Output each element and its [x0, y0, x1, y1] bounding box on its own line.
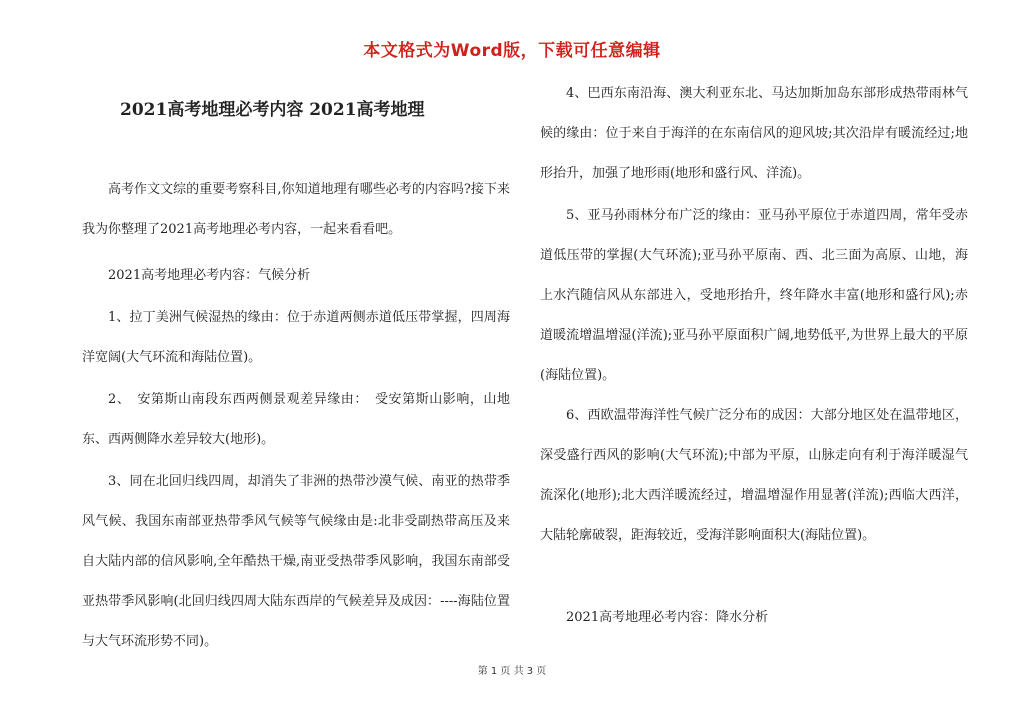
paragraph-3: 3、同在北回归线四周，却消失了非洲的热带沙漠气候、南亚的热带季风气候、我国东南部亚热带季风气候等气候缘由是:北非受副热带高压及来自大陆内部的信风影响,全年酷热干燥,南亚受热带季风影响，我国东南部受亚热带季风影响(北回归线四周大陆东西岸的气候差异及成因：----海陆位置与大气环流形势不同)。: [82, 474, 510, 649]
paragraph-1: 1、拉丁美洲气候湿热的缘由：位于赤道两侧赤道低压带掌握，四周海洋宽阔(大气环流和海陆位置)。: [82, 310, 510, 365]
paragraph-4: 4、巴西东南沿海、澳大利亚东北、马达加斯加岛东部形成热带雨林气候的缘由：位于来自于海洋的在东南信风的迎风坡;其次沿岸有暖流经过;地形抬升，加强了地形雨(地形和盛行风、洋流)。: [540, 86, 968, 181]
document-title: 2021高考地理必考内容 2021高考地理: [120, 100, 425, 120]
paragraph-5: 5、亚马孙雨林分布广泛的缘由：亚马孙平原位于赤道四周，常年受赤道低压带的掌握(大气环流);亚马孙平原南、西、北三面为高原、山地，海上水汽随信风从东部进入，受地形抬升，终年降水丰富(地形和盛行风);赤道暖流增温增湿(洋流);亚马孙平原面积广阔,地势低平,为世界上最大的平原(海陆位置)。: [540, 208, 968, 383]
section-heading-precipitation: 2021高考地理必考内容：降水分析: [566, 610, 769, 625]
page-footer: 第 1 页 共 3 页: [477, 666, 547, 677]
section-heading-climate: 2021高考地理必考内容：气候分析: [108, 268, 311, 283]
paragraph-6: 6、西欧温带海洋性气候广泛分布的成因：大部分地区处在温带地区，深受盛行西风的影响(大气环流);中部为平原，山脉走向有利于海洋暖湿气流深化(地形);北大西洋暖流经过，增温增湿作用显著(洋流);西临大西洋，大陆轮廓破裂，距海较近，受海洋影响面积大(海陆位置)。: [540, 408, 968, 543]
document-banner: 本文格式为Word版，下载可任意编辑: [363, 41, 661, 61]
paragraph-2: 2、 安第斯山南段东西两侧景观差异缘由： 受安第斯山影响，山地东、西两侧降水差异较大(地形)。: [82, 392, 510, 447]
intro-paragraph: 高考作文文综的重要考察科目,你知道地理有哪些必考的内容吗?接下来我为你整理了2021高考地理必考内容，一起来看看吧。: [82, 182, 510, 237]
